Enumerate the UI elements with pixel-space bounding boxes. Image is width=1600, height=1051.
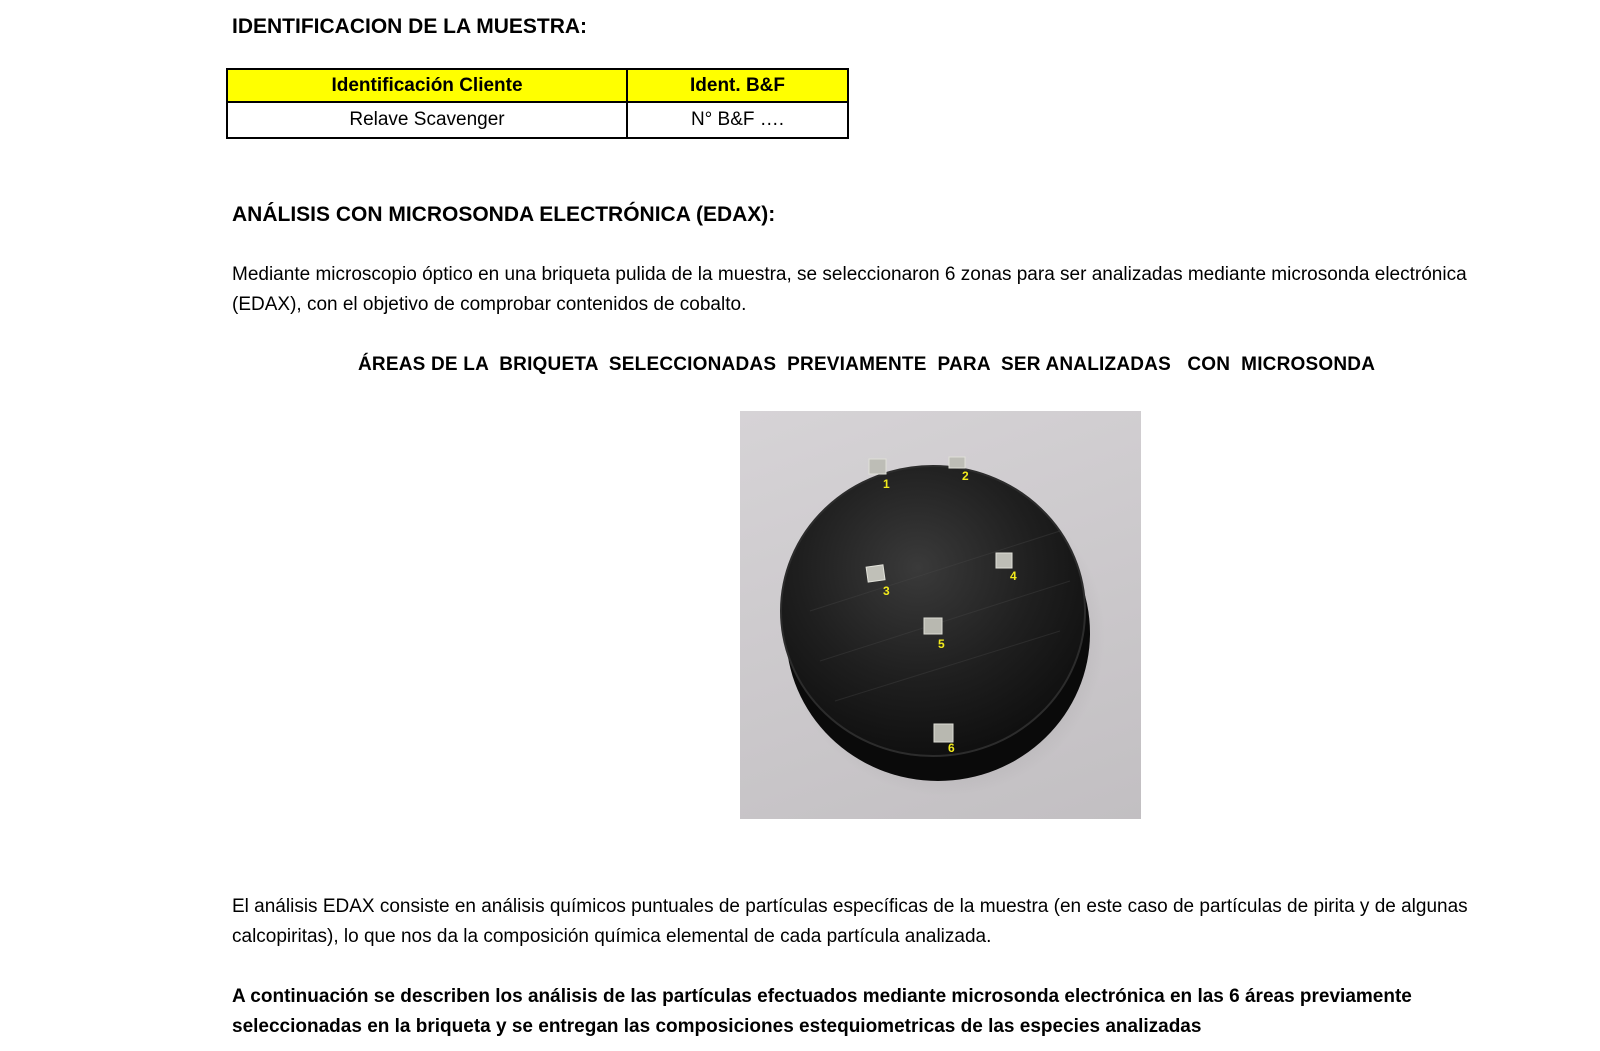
table-header-client-id: Identificación Cliente <box>227 69 627 102</box>
table-header-bf-id: Ident. B&F <box>627 69 848 102</box>
zone-3-label: 3 <box>883 584 890 598</box>
zone-2-marker <box>949 457 965 468</box>
intro-paragraph: Mediante microscopio óptico en una briqueta pulida de la muestra, se seleccionaron 6 zonas para ser analizadas mediante microsonda electrónica (EDAX), con el objetivo de comprobar contenidos de cobalto. <box>232 264 1467 315</box>
figure-title: ÁREAS DE LA BRIQUETA SELECCIONADAS PREVIAMENTE PARA SER ANALIZADAS CON MICROSONDA <box>358 354 1376 375</box>
zone-1-label: 1 <box>883 477 890 491</box>
table-cell-bf-id: N° B&F …. <box>627 102 848 138</box>
briquette-face <box>781 466 1085 756</box>
zone-4-label: 4 <box>1010 569 1017 583</box>
zone-6-label: 6 <box>948 741 955 755</box>
zone-5-marker <box>924 618 942 634</box>
closing-bold-paragraph: A continuación se describen los análisis de las partículas efectuados mediante microsonda electrónica en las 6 áreas previamente seleccionadas en la briqueta y se entregan las composiciones estequiometricas de las especies analizadas <box>232 986 1412 1037</box>
zone-5-label: 5 <box>938 637 945 651</box>
briquette-photo <box>740 411 1141 819</box>
edax-description-paragraph: El análisis EDAX consiste en análisis químicos puntuales de partículas específicas de la muestra (en este caso de partículas de pirita y de algunas calcopiritas), lo que nos da la composición química elemental de cada partícula analizada. <box>232 896 1468 947</box>
zone-3-marker <box>866 565 885 582</box>
zone-1-marker <box>869 459 886 474</box>
zone-2-label: 2 <box>962 469 969 483</box>
table-row <box>227 102 848 138</box>
sample-identification-heading: IDENTIFICACION DE LA MUESTRA: <box>232 15 588 38</box>
sample-identification-table <box>226 68 849 139</box>
zone-4-marker <box>996 553 1012 568</box>
zone-6-marker <box>934 724 953 742</box>
table-header-row <box>227 69 848 102</box>
briquette-illustration <box>740 411 1141 819</box>
edax-analysis-heading: ANÁLISIS CON MICROSONDA ELECTRÓNICA (EDAX): <box>232 203 776 226</box>
table-cell-client-id: Relave Scavenger <box>227 102 627 138</box>
